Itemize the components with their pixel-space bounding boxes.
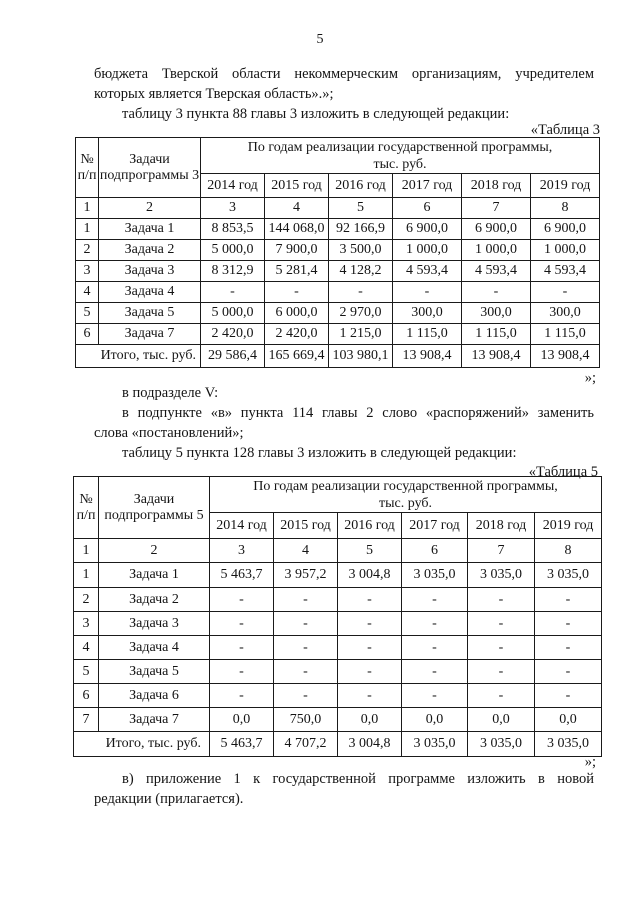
cell: 144 068,0 — [265, 219, 329, 240]
cell: - — [402, 660, 468, 684]
cell: 1 — [74, 563, 99, 588]
cell: 3 — [201, 198, 265, 219]
cell: - — [535, 588, 602, 612]
cell: - — [210, 612, 274, 636]
cell: 7 900,0 — [265, 240, 329, 261]
cell: 3 — [76, 261, 99, 282]
cell: 1 — [74, 539, 99, 563]
cell: 0,0 — [338, 708, 402, 732]
cell: - — [402, 588, 468, 612]
cell: 6 000,0 — [265, 303, 329, 324]
table-row — [74, 612, 602, 636]
table-caption: «Таблица 5 — [528, 464, 598, 480]
cell: Задача 4 — [99, 636, 210, 660]
cell: - — [329, 282, 393, 303]
total-row — [76, 345, 600, 368]
cell: 4 593,4 — [462, 261, 531, 282]
cell: 3 004,8 — [338, 732, 402, 757]
cell: 13 908,4 — [393, 345, 462, 368]
header-task: Задачи подпрограммы 5 — [99, 477, 210, 539]
cell: 6 900,0 — [462, 219, 531, 240]
cell: 300,0 — [531, 303, 600, 324]
cell: 4 593,4 — [531, 261, 600, 282]
paragraph-line: в подразделе V: — [122, 385, 219, 401]
cell: - — [468, 588, 535, 612]
cell: - — [535, 660, 602, 684]
cell: 2 — [76, 240, 99, 261]
cell: - — [468, 636, 535, 660]
table-row — [74, 708, 602, 732]
cell: - — [468, 684, 535, 708]
cell: 8 312,9 — [201, 261, 265, 282]
cell: 5 — [76, 303, 99, 324]
total-label: Итого, тыс. руб. — [76, 345, 201, 368]
cell: 3 035,0 — [468, 563, 535, 588]
cell: 103 980,1 — [329, 345, 393, 368]
paragraph-line: таблицу 5 пункта 128 главы 3 изложить в следующей редакции: — [122, 445, 517, 461]
cell: 0,0 — [535, 708, 602, 732]
cell: - — [274, 612, 338, 636]
cell: 7 — [74, 708, 99, 732]
cell: - — [468, 660, 535, 684]
cell: 7 — [468, 539, 535, 563]
cell: - — [210, 660, 274, 684]
cell: Задача 5 — [99, 660, 210, 684]
cell: 4 — [265, 198, 329, 219]
paragraph-line: которых является Тверская область».»; — [94, 86, 334, 102]
cell: 165 669,4 — [265, 345, 329, 368]
table-row — [76, 240, 600, 261]
cell: 13 908,4 — [462, 345, 531, 368]
header-year: 2019 год — [531, 174, 600, 198]
cell: Задача 5 — [99, 303, 201, 324]
cell: - — [462, 282, 531, 303]
header-year: 2015 год — [274, 513, 338, 539]
header-year: 2019 год — [535, 513, 602, 539]
cell: 5 281,4 — [265, 261, 329, 282]
paragraph-line: в) приложение 1 к государственной программе изложить в новой — [122, 771, 594, 787]
cell: 2 — [99, 539, 210, 563]
cell: 3 500,0 — [329, 240, 393, 261]
cell: - — [468, 612, 535, 636]
cell: - — [274, 588, 338, 612]
cell: - — [338, 636, 402, 660]
cell: 1 000,0 — [393, 240, 462, 261]
cell: 5 — [329, 198, 393, 219]
cell: - — [274, 660, 338, 684]
table-row — [74, 563, 602, 588]
cell: 13 908,4 — [531, 345, 600, 368]
table-row — [74, 684, 602, 708]
cell: 3 957,2 — [274, 563, 338, 588]
cell: 3 035,0 — [535, 563, 602, 588]
header-year: 2018 год — [468, 513, 535, 539]
cell: Задача 7 — [99, 708, 210, 732]
table-row — [76, 282, 600, 303]
cell: 5 000,0 — [201, 240, 265, 261]
paragraph-line: бюджета Тверской области некоммерческим организациям, учредителем — [94, 66, 594, 82]
cell: 0,0 — [468, 708, 535, 732]
cell: 3 035,0 — [402, 563, 468, 588]
header-year: 2017 год — [393, 174, 462, 198]
table-row — [74, 636, 602, 660]
closing-quote: »; — [584, 370, 596, 386]
table-row — [74, 588, 602, 612]
paragraph-line: слова «постановлений»; — [94, 425, 244, 441]
header-num: № п/п — [76, 138, 99, 198]
cell: 5 — [74, 660, 99, 684]
cell: 0,0 — [402, 708, 468, 732]
cell: 1 115,0 — [531, 324, 600, 345]
cell: 6 900,0 — [393, 219, 462, 240]
cell: Задача 3 — [99, 261, 201, 282]
cell: 4 — [76, 282, 99, 303]
cell: - — [274, 684, 338, 708]
cell: 6 — [76, 324, 99, 345]
column-number-row — [76, 198, 600, 219]
column-number-row — [74, 539, 602, 563]
table-row — [76, 261, 600, 282]
cell: 3 004,8 — [338, 563, 402, 588]
cell: - — [210, 588, 274, 612]
cell: 8 — [535, 539, 602, 563]
cell: 6 — [393, 198, 462, 219]
paragraph-line: редакции (прилагается). — [94, 791, 244, 807]
cell: - — [338, 612, 402, 636]
cell: 6 — [402, 539, 468, 563]
table-row — [74, 660, 602, 684]
cell: 5 463,7 — [210, 732, 274, 757]
cell: - — [274, 636, 338, 660]
cell: - — [265, 282, 329, 303]
cell: - — [338, 588, 402, 612]
header-year: 2014 год — [210, 513, 274, 539]
cell: 4 128,2 — [329, 261, 393, 282]
table-caption: «Таблица 3 — [530, 122, 600, 138]
cell: 3 035,0 — [468, 732, 535, 757]
cell: 2 970,0 — [329, 303, 393, 324]
cell: - — [338, 660, 402, 684]
header-num: № п/п — [74, 477, 99, 539]
header-years-group: По годам реализации государственной программы, тыс. руб. — [210, 477, 602, 513]
cell: Задача 6 — [99, 684, 210, 708]
table-5 — [73, 476, 602, 757]
cell: - — [531, 282, 600, 303]
cell: 300,0 — [462, 303, 531, 324]
cell: 6 900,0 — [531, 219, 600, 240]
cell: 4 — [274, 539, 338, 563]
closing-quote: »; — [584, 754, 596, 770]
cell: Задача 4 — [99, 282, 201, 303]
cell: 29 586,4 — [201, 345, 265, 368]
cell: - — [210, 684, 274, 708]
table-row — [76, 219, 600, 240]
cell: 3 035,0 — [535, 732, 602, 757]
header-year: 2016 год — [329, 174, 393, 198]
cell: 6 — [74, 684, 99, 708]
cell: 1 000,0 — [462, 240, 531, 261]
header-year: 2014 год — [201, 174, 265, 198]
header-years-group: По годам реализации государственной программы, тыс. руб. — [201, 138, 600, 174]
cell: 92 166,9 — [329, 219, 393, 240]
header-year: 2015 год — [265, 174, 329, 198]
cell: 1 215,0 — [329, 324, 393, 345]
cell: Задача 1 — [99, 219, 201, 240]
cell: Задача 2 — [99, 240, 201, 261]
cell: 1 — [76, 198, 99, 219]
cell: 8 — [531, 198, 600, 219]
cell: 2 — [74, 588, 99, 612]
table-3 — [75, 137, 600, 368]
paragraph-line: таблицу 3 пункта 88 главы 3 изложить в следующей редакции: — [122, 106, 510, 122]
cell: - — [402, 612, 468, 636]
cell: - — [338, 684, 402, 708]
cell: - — [402, 636, 468, 660]
cell: - — [402, 684, 468, 708]
cell: 1 — [76, 219, 99, 240]
cell: Задача 7 — [99, 324, 201, 345]
cell: - — [201, 282, 265, 303]
header-year: 2016 год — [338, 513, 402, 539]
cell: 4 — [74, 636, 99, 660]
cell: 5 463,7 — [210, 563, 274, 588]
total-label: Итого, тыс. руб. — [74, 732, 210, 757]
cell: 8 853,5 — [201, 219, 265, 240]
cell: 1 115,0 — [393, 324, 462, 345]
cell: 3 035,0 — [402, 732, 468, 757]
table-row — [76, 303, 600, 324]
total-row — [74, 732, 602, 757]
cell: 0,0 — [210, 708, 274, 732]
cell: 1 115,0 — [462, 324, 531, 345]
page-number: 5 — [316, 32, 324, 47]
cell: Задача 1 — [99, 563, 210, 588]
cell: - — [535, 684, 602, 708]
cell: Задача 2 — [99, 588, 210, 612]
paragraph-line: в подпункте «в» пункта 114 главы 2 слово «распоряжений» заменить — [122, 405, 594, 421]
header-year: 2017 год — [402, 513, 468, 539]
cell: Задача 3 — [99, 612, 210, 636]
cell: 1 000,0 — [531, 240, 600, 261]
cell: 4 593,4 — [393, 261, 462, 282]
cell: 7 — [462, 198, 531, 219]
cell: 2 — [99, 198, 201, 219]
cell: - — [535, 636, 602, 660]
cell: - — [535, 612, 602, 636]
cell: 750,0 — [274, 708, 338, 732]
cell: - — [393, 282, 462, 303]
cell: 300,0 — [393, 303, 462, 324]
cell: 2 420,0 — [265, 324, 329, 345]
cell: - — [210, 636, 274, 660]
cell: 4 707,2 — [274, 732, 338, 757]
cell: 3 — [210, 539, 274, 563]
header-task: Задачи подпрограммы 3 — [99, 138, 201, 198]
cell: 2 420,0 — [201, 324, 265, 345]
cell: 5 000,0 — [201, 303, 265, 324]
cell: 5 — [338, 539, 402, 563]
header-year: 2018 год — [462, 174, 531, 198]
table-row — [76, 324, 600, 345]
cell: 3 — [74, 612, 99, 636]
